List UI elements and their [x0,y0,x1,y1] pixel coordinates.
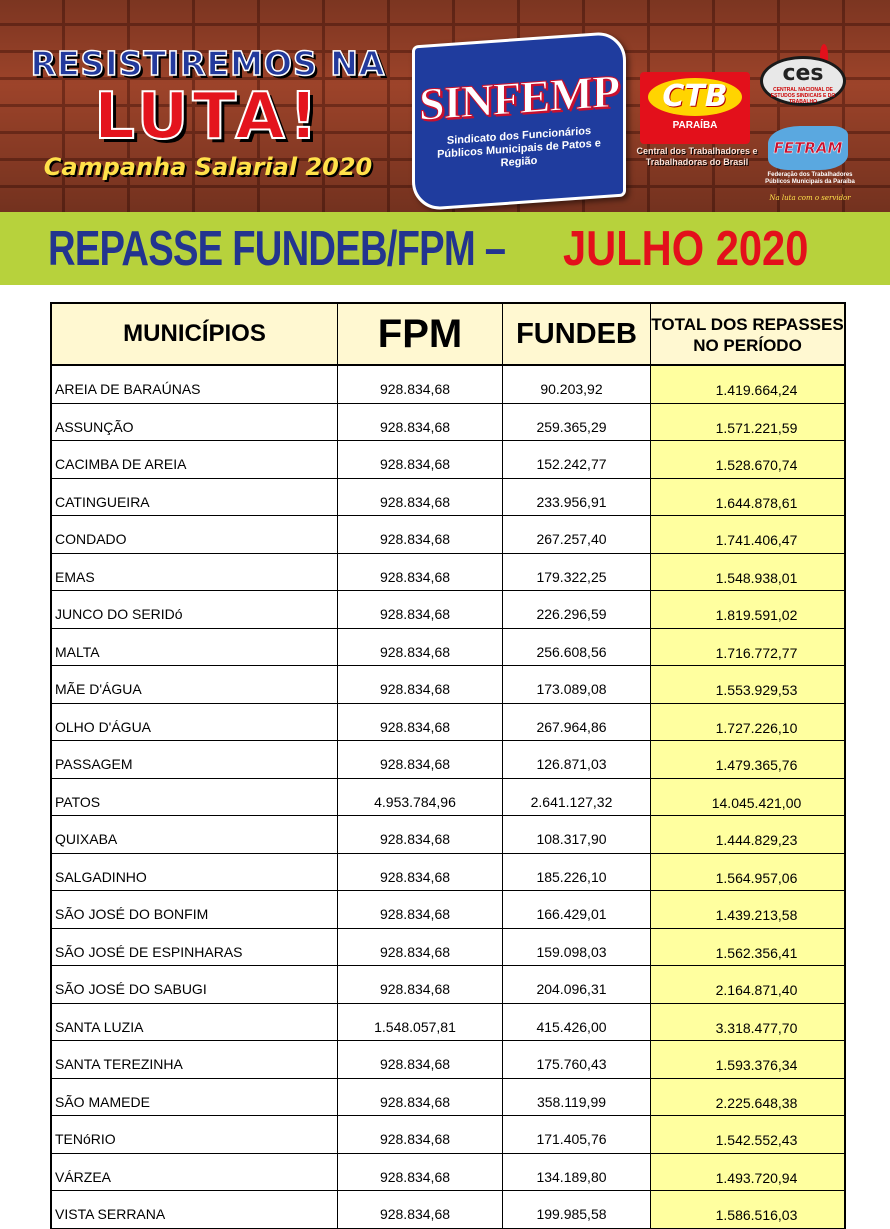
cell-fundeb: 185.226,10 [503,854,651,891]
page-title: REPASSE FUNDEB/FPM – [48,222,506,276]
table-header [52,304,844,366]
cell-municipio: JUNCO DO SERIDó [52,591,338,628]
cell-fundeb: 152.242,77 [503,441,651,478]
cell-total: 14.045.421,00 [651,779,844,816]
table-row [52,779,844,817]
cell-fundeb: 267.257,40 [503,516,651,553]
cell-fpm: 928.834,68 [338,404,503,441]
table-row [52,441,844,479]
table-row [52,816,844,854]
table-row [52,479,844,517]
cell-total: 1.548.938,01 [651,554,844,591]
cell-fundeb: 175.760,43 [503,1041,651,1078]
header-fpm: FPM [338,304,503,364]
fetram-name: FETRAM [773,139,843,157]
cell-fundeb: 233.956,91 [503,479,651,516]
cell-fundeb: 108.317,90 [503,816,651,853]
cell-total: 2.225.648,38 [651,1079,844,1116]
cell-municipio: SÃO JOSÉ DO BONFIM [52,891,338,928]
cell-total: 3.318.477,70 [651,1004,844,1041]
cell-fundeb: 415.426,00 [503,1004,651,1041]
repasse-table [50,302,846,1229]
ctb-name: CTB [648,78,742,116]
sinfemp-logo [412,31,626,212]
cell-total: 1.586.516,03 [651,1191,844,1228]
cell-municipio: TENóRIO [52,1116,338,1153]
table-row [52,1154,844,1192]
table-row [52,554,844,592]
cell-fpm: 928.834,68 [338,704,503,741]
cell-total: 1.528.670,74 [651,441,844,478]
cell-fpm: 928.834,68 [338,854,503,891]
cell-fpm: 928.834,68 [338,554,503,591]
cell-total: 1.479.365,76 [651,741,844,778]
campaign-slogan [18,44,398,204]
table-row [52,1116,844,1154]
cell-fpm: 928.834,68 [338,741,503,778]
cell-fundeb: 267.964,86 [503,704,651,741]
cell-fundeb: 134.189,80 [503,1154,651,1191]
table-row [52,704,844,742]
slogan-line-2: LUTA! [94,80,322,154]
header-municipios: MUNICÍPIOS [52,304,338,364]
cell-municipio: AREIA DE BARAÚNAS [52,366,338,403]
cell-municipio: CACIMBA DE AREIA [52,441,338,478]
cell-municipio: QUIXABA [52,816,338,853]
cell-fpm: 1.548.057,81 [338,1004,503,1041]
cell-total: 1.564.957,06 [651,854,844,891]
cell-total: 1.419.664,24 [651,366,844,403]
cell-fpm: 928.834,68 [338,1041,503,1078]
table-row [52,1004,844,1042]
cell-total: 1.542.552,43 [651,1116,844,1153]
cell-fundeb: 173.089,08 [503,666,651,703]
sinfemp-subtitle: Sindicato dos Funcionários Públicos Municipais de Patos e Região [437,124,601,170]
cell-total: 1.553.929,53 [651,666,844,703]
table-row [52,629,844,667]
cell-fpm: 928.834,68 [338,479,503,516]
cell-municipio: VISTA SERRANA [52,1191,338,1228]
cell-total: 1.716.772,77 [651,629,844,666]
table-row [52,854,844,892]
slogan-line-3: Campanha Salarial 2020 [43,153,373,181]
cell-municipio: VÁRZEA [52,1154,338,1191]
cell-fundeb: 90.203,92 [503,366,651,403]
cell-total: 1.819.591,02 [651,591,844,628]
ctb-region: PARAÍBA [672,120,718,131]
cell-municipio: SANTA TEREZINHA [52,1041,338,1078]
table-row [52,591,844,629]
cell-fundeb: 204.096,31 [503,966,651,1003]
table-body [52,366,844,1229]
cell-total: 1.562.356,41 [651,929,844,966]
slogan-line-1: RESISTIREMOS NA [30,44,386,83]
fetram-subtitle: Federação dos Trabalhadores Públicos Municipais da Paraíba [765,172,855,185]
cell-fpm: 928.834,68 [338,591,503,628]
cell-total: 1.741.406,47 [651,516,844,553]
fetram-logo [768,126,848,170]
cell-total: 1.593.376,34 [651,1041,844,1078]
table-row [52,516,844,554]
cell-total: 1.493.720,94 [651,1154,844,1191]
cell-fundeb: 259.365,29 [503,404,651,441]
cell-fpm: 928.834,68 [338,1154,503,1191]
cell-municipio: PATOS [52,779,338,816]
cell-fpm: 928.834,68 [338,629,503,666]
page-title-month: JULHO 2020 [563,222,809,276]
cell-municipio: OLHO D'ÁGUA [52,704,338,741]
cell-total: 1.571.221,59 [651,404,844,441]
cell-fpm: 928.834,68 [338,516,503,553]
cell-fpm: 928.834,68 [338,1116,503,1153]
cell-total: 1.444.829,23 [651,816,844,853]
table-row [52,741,844,779]
cell-municipio: SANTA LUZIA [52,1004,338,1041]
cell-fundeb: 159.098,03 [503,929,651,966]
cell-fpm: 928.834,68 [338,816,503,853]
table-row [52,929,844,967]
ctb-subtitle: Central dos Trabalhadores e Trabalhadoras do Brasil [636,146,758,167]
cell-fundeb: 2.641.127,32 [503,779,651,816]
header-fundeb: FUNDEB [503,304,651,364]
cell-municipio: MALTA [52,629,338,666]
ces-subtitle: CENTRAL NACIONAL DE ESTUDOS SINDICAIS E DO TRABALHO [770,87,836,105]
ces-logo [760,56,846,106]
cell-municipio: SÃO JOSÉ DE ESPINHARAS [52,929,338,966]
cell-municipio: CONDADO [52,516,338,553]
header-total: TOTAL DOS REPASSES NO PERÍODO [651,315,844,355]
ctb-logo [640,72,750,144]
cell-fpm: 928.834,68 [338,666,503,703]
cell-fundeb: 358.119,99 [503,1079,651,1116]
cell-fundeb: 126.871,03 [503,741,651,778]
cell-total: 2.164.871,40 [651,966,844,1003]
cell-municipio: ASSUNÇÃO [52,404,338,441]
cell-fundeb: 226.296,59 [503,591,651,628]
cell-fundeb: 179.322,25 [503,554,651,591]
cell-municipio: PASSAGEM [52,741,338,778]
cell-fpm: 928.834,68 [338,1191,503,1228]
table-row [52,1191,844,1229]
cell-total: 1.644.878,61 [651,479,844,516]
table-row [52,366,844,404]
cell-fundeb: 171.405,76 [503,1116,651,1153]
cell-municipio: MÃE D'ÁGUA [52,666,338,703]
table-row [52,404,844,442]
cell-fpm: 928.834,68 [338,441,503,478]
header-banner [0,0,890,212]
table-row [52,1041,844,1079]
sinfemp-name: SINFEMP [419,65,619,130]
cell-total: 1.439.213,58 [651,891,844,928]
cell-fundeb: 166.429,01 [503,891,651,928]
cell-municipio: SALGADINHO [52,854,338,891]
ces-name: ces [782,61,824,86]
cell-fpm: 928.834,68 [338,929,503,966]
table-row [52,891,844,929]
cell-total: 1.727.226,10 [651,704,844,741]
cell-municipio: EMAS [52,554,338,591]
cell-fundeb: 256.608,56 [503,629,651,666]
cell-fpm: 928.834,68 [338,891,503,928]
table-row [52,966,844,1004]
table-row [52,666,844,704]
cell-fpm: 928.834,68 [338,1079,503,1116]
fetram-motto: Na luta com o servidor [769,194,851,202]
cell-municipio: CATINGUEIRA [52,479,338,516]
cell-fpm: 928.834,68 [338,366,503,403]
cell-municipio: SÃO MAMEDE [52,1079,338,1116]
table-row [52,1079,844,1117]
cell-fpm: 4.953.784,96 [338,779,503,816]
cell-fpm: 928.834,68 [338,966,503,1003]
cell-municipio: SÃO JOSÉ DO SABUGI [52,966,338,1003]
cell-fundeb: 199.985,58 [503,1191,651,1228]
